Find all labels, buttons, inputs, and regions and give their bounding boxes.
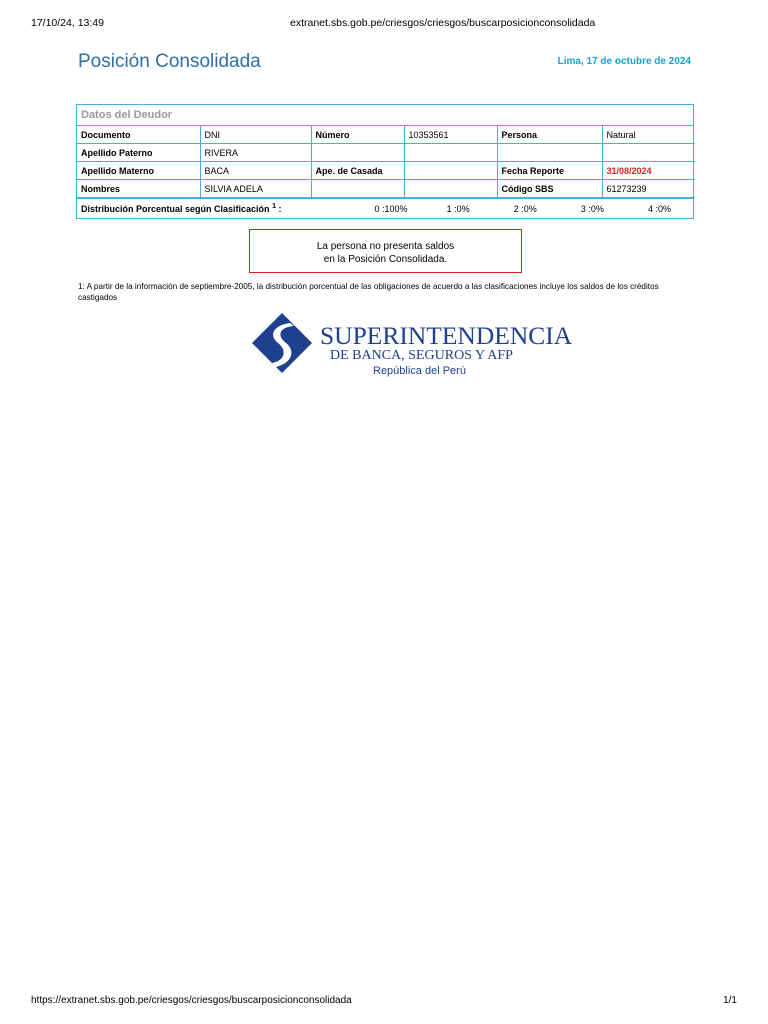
nombres-label: Nombres (77, 180, 200, 198)
ap-paterno-value: RIVERA (200, 144, 311, 162)
table-row (77, 144, 695, 162)
page-number: 1/1 (723, 995, 737, 1006)
debtor-section-title: Datos del Deudor (77, 105, 693, 126)
ape-casada-value (404, 162, 497, 180)
logo-line-1: SUPERINTENDENCIA (320, 321, 573, 350)
footnote: 1: A partir de la información de septiembre-2005, la distribución porcentual de las obligaciones de acuerdo a las clasificaciones incluye los saldos de los créditos castigados (78, 282, 659, 302)
footer-url: https://extranet.sbs.gob.pe/criesgos/criesgos/buscarposicionconsolidada (31, 995, 352, 1006)
numero-label: Número (311, 126, 404, 144)
ap-materno-value: BACA (200, 162, 311, 180)
documento-value: DNI (200, 126, 311, 144)
debtor-panel (76, 104, 694, 219)
debtor-table (77, 126, 695, 198)
ap-paterno-label: Apellido Paterno (77, 144, 200, 162)
empty-cell (404, 180, 497, 198)
empty-cell (311, 180, 404, 198)
table-row (77, 162, 695, 180)
fecha-reporte-label: Fecha Reporte (497, 162, 602, 180)
distribution-row (77, 198, 693, 218)
distribution-colon: : (275, 204, 282, 214)
nombres-value: SILVIA ADELA (200, 180, 311, 198)
notice-line-1: La persona no presenta saldos (316, 241, 455, 252)
fecha-reporte-value: 31/08/2024 (602, 162, 695, 180)
ap-materno-label: Apellido Materno (77, 162, 200, 180)
codigo-sbs-value: 61273239 (602, 180, 695, 198)
page-title: Posición Consolidada (78, 51, 261, 72)
table-row (77, 180, 695, 198)
logo-line-2: DE BANCA, SEGUROS Y AFP (330, 348, 513, 363)
print-url: extranet.sbs.gob.pe/criesgos/criesgos/buscarposicionconsolidada (290, 17, 596, 29)
codigo-sbs-label: Código SBS (497, 180, 602, 198)
empty-cell (404, 144, 497, 162)
distribution-value: 1 :0% (446, 203, 470, 214)
no-balance-notice (249, 229, 522, 273)
empty-cell (311, 144, 404, 162)
notice-line-2: en la Posición Consolidada. (323, 254, 448, 265)
documento-label: Documento (77, 126, 200, 144)
logo-line-3: República del Perú (373, 365, 466, 377)
persona-label: Persona (497, 126, 602, 144)
numero-value: 10353561 (404, 126, 497, 144)
ape-casada-label: Ape. de Casada (311, 162, 404, 180)
distribution-label-text: Distribución Porcentual según Clasificación (81, 204, 270, 214)
table-row (77, 126, 695, 144)
location-date: Lima, 17 de octubre de 2024 (557, 56, 691, 67)
distribution-value: 4 :0% (647, 203, 671, 214)
sbs-emblem-icon (252, 313, 312, 373)
distribution-value: 3 :0% (580, 203, 604, 214)
distribution-label (77, 203, 357, 214)
footnote-marker: 1 (272, 203, 276, 210)
print-date: 17/10/24, 13:49 (31, 17, 104, 29)
distribution-value: 2 :0% (513, 203, 537, 214)
empty-cell (497, 144, 602, 162)
persona-value: Natural (602, 126, 695, 144)
distribution-value: 0 :100% (374, 203, 408, 214)
empty-cell (602, 144, 695, 162)
sbs-logo (250, 311, 573, 381)
